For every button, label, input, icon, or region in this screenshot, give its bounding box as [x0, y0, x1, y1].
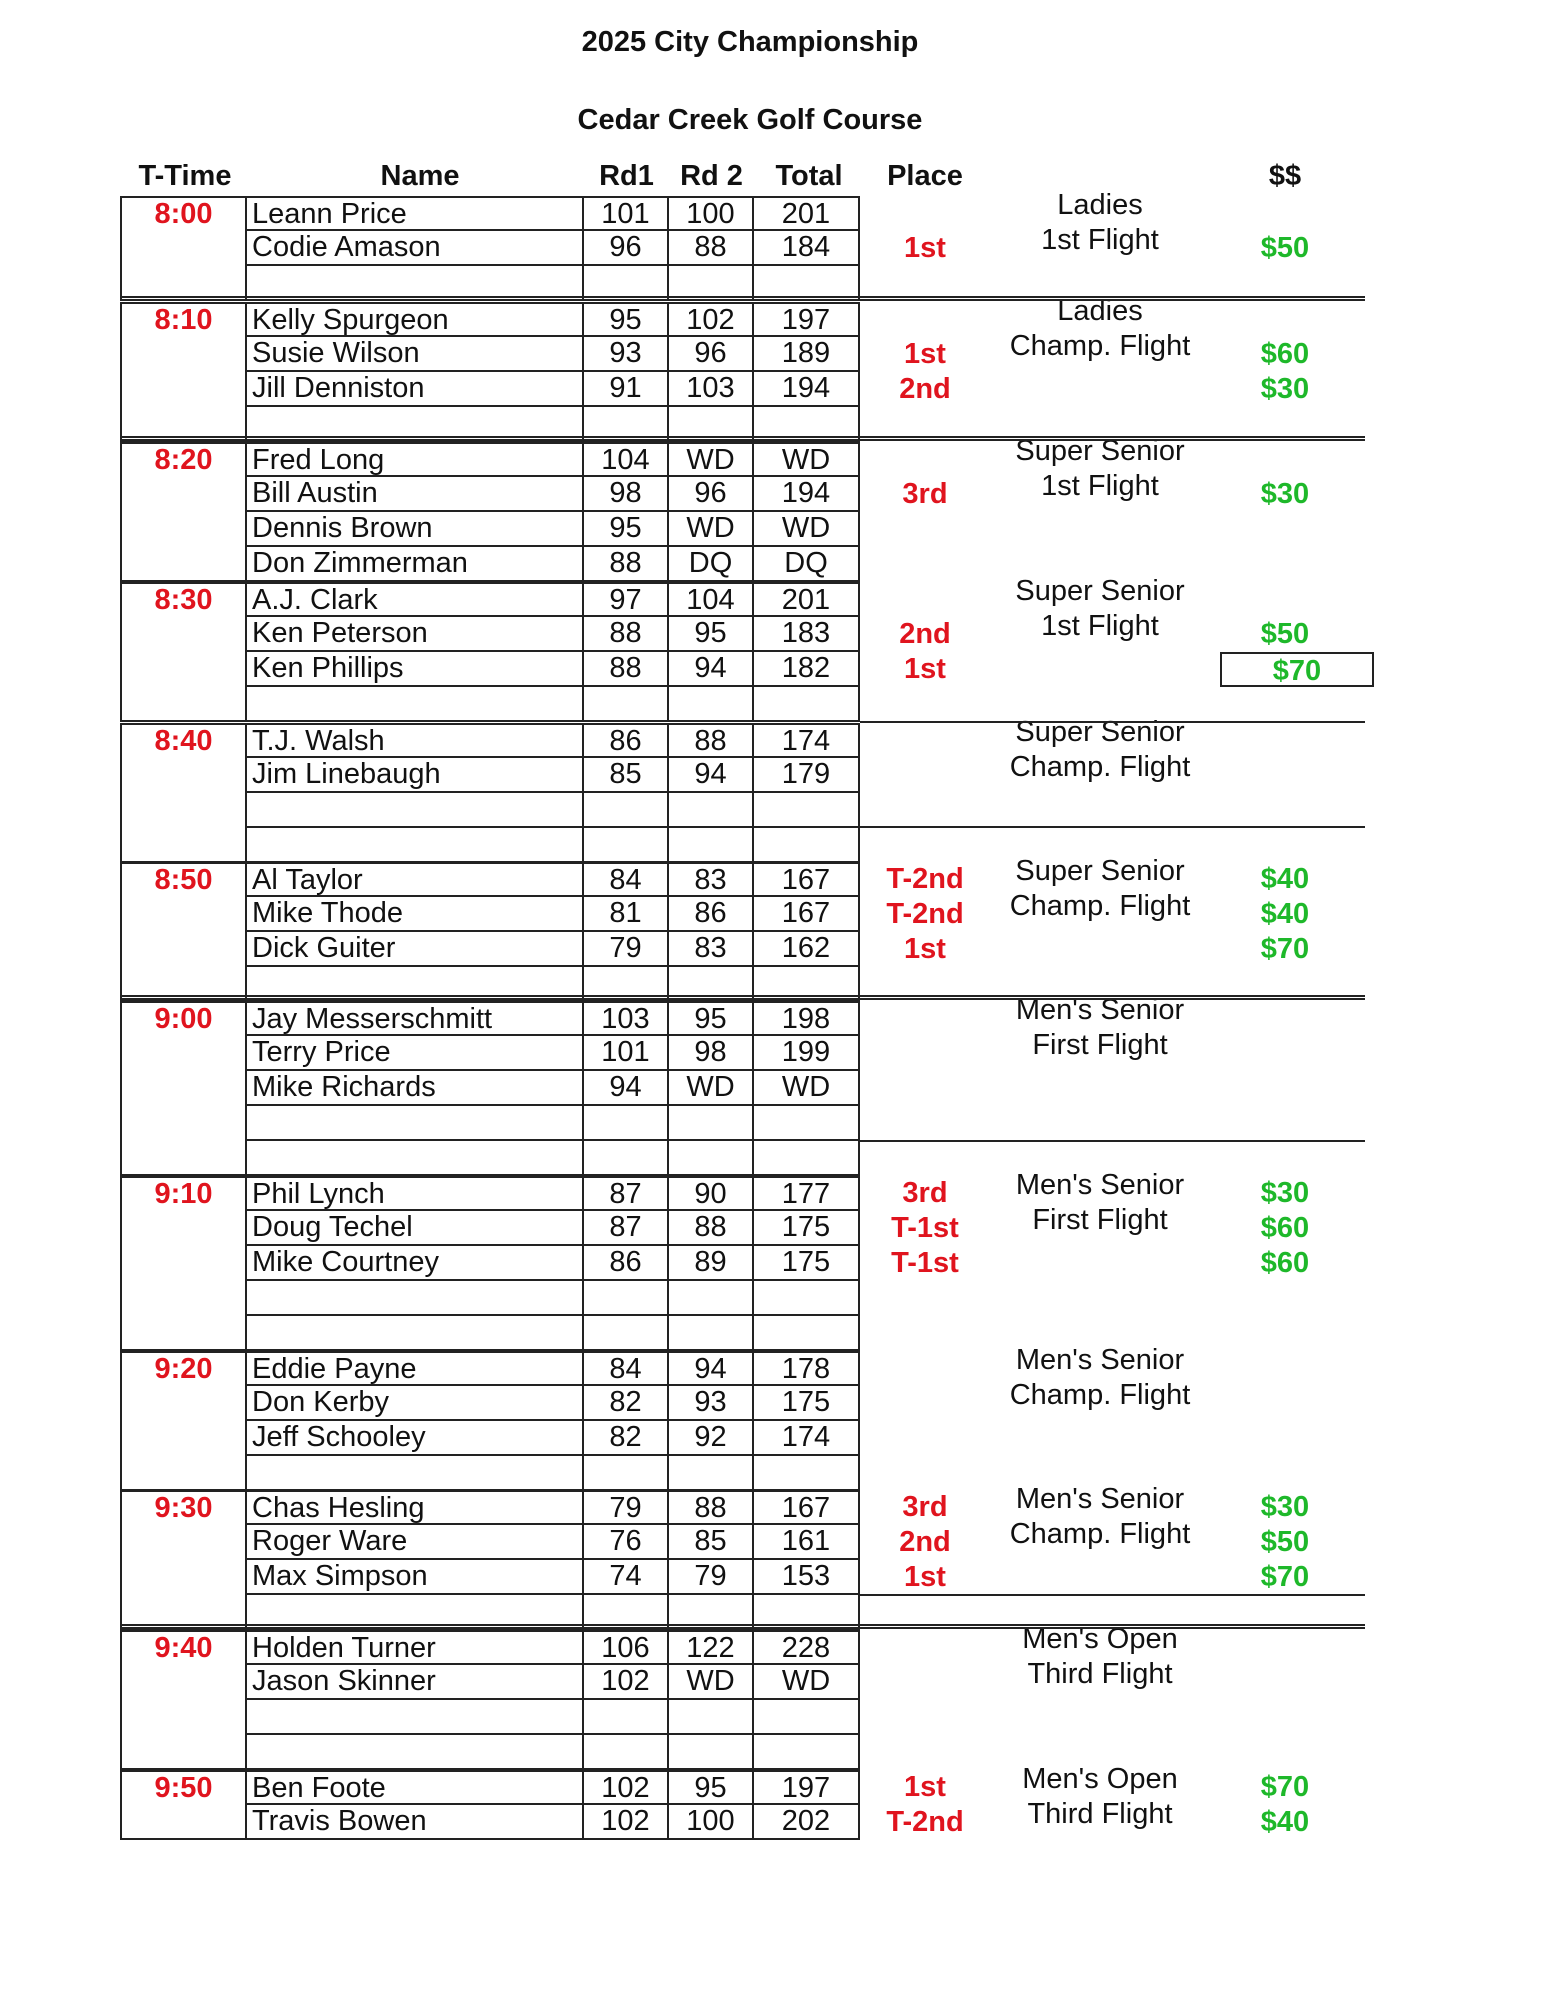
table-cell	[120, 897, 247, 932]
rd1-score: 87	[584, 1211, 669, 1246]
tee-time: 9:50	[120, 1770, 247, 1805]
table-cell	[120, 372, 247, 407]
section-divider	[860, 1140, 1365, 1142]
total-score: 177	[754, 1176, 860, 1211]
table-cell	[669, 1281, 754, 1316]
table-cell	[120, 1141, 247, 1176]
place-label: T-2nd	[886, 863, 964, 895]
table-cell	[247, 793, 584, 828]
prize-money: $30	[1260, 478, 1310, 510]
player-name: Doug Techel	[247, 1211, 584, 1246]
page-title: 2025 City Championship	[581, 26, 919, 58]
total-score: 174	[754, 1421, 860, 1456]
table-cell	[120, 1281, 247, 1316]
tee-time: 9:30	[120, 1490, 247, 1525]
player-name: Jill Denniston	[247, 372, 584, 407]
rd2-score: 93	[669, 1386, 754, 1421]
flight-name: First Flight	[1032, 1204, 1168, 1236]
table-cell	[247, 1456, 584, 1491]
table-cell	[120, 617, 247, 652]
table-cell	[754, 1106, 860, 1141]
header-total: Total	[775, 160, 843, 192]
table-cell	[669, 1106, 754, 1141]
place-label: T-1st	[891, 1212, 959, 1244]
rd2-score: 103	[669, 372, 754, 407]
total-score: 161	[754, 1525, 860, 1560]
rd2-score: 95	[669, 617, 754, 652]
total-score: 184	[754, 231, 860, 266]
prize-money: $70	[1260, 1561, 1310, 1593]
player-name: Travis Bowen	[247, 1805, 584, 1840]
player-name: A.J. Clark	[247, 582, 584, 617]
player-name: T.J. Walsh	[247, 723, 584, 758]
table-cell	[247, 687, 584, 722]
prize-money: $50	[1260, 618, 1310, 650]
player-name: Mike Richards	[247, 1071, 584, 1106]
table-cell	[247, 1316, 584, 1351]
place-label: 1st	[904, 338, 946, 370]
total-score: 179	[754, 758, 860, 793]
rd1-score: 95	[584, 512, 669, 547]
table-cell	[669, 1141, 754, 1176]
flight-name: First Flight	[1032, 1029, 1168, 1061]
table-cell	[247, 1735, 584, 1770]
total-score: 167	[754, 1490, 860, 1525]
rd1-score: 106	[584, 1630, 669, 1665]
total-score: WD	[754, 1665, 860, 1700]
total-score: WD	[754, 1071, 860, 1106]
table-cell	[584, 687, 669, 722]
table-cell	[669, 687, 754, 722]
flight-division: Super Senior	[1015, 716, 1185, 748]
rd2-score: 94	[669, 652, 754, 687]
rd1-score: 74	[584, 1560, 669, 1595]
total-score: 182	[754, 652, 860, 687]
player-name: Ken Peterson	[247, 617, 584, 652]
prize-money: $30	[1260, 373, 1310, 405]
table-cell	[669, 828, 754, 863]
place-label: 1st	[904, 1771, 946, 1803]
total-score: 197	[754, 302, 860, 337]
player-name: Dick Guiter	[247, 932, 584, 967]
rd2-score: 94	[669, 758, 754, 793]
section-divider	[120, 436, 1365, 441]
total-score: 189	[754, 337, 860, 372]
flight-division: Ladies	[1057, 189, 1143, 221]
flight-name: Champ. Flight	[1009, 751, 1191, 783]
rd1-score: 87	[584, 1176, 669, 1211]
rd1-score: 88	[584, 547, 669, 582]
rd1-score: 86	[584, 723, 669, 758]
rd2-score: 122	[669, 1630, 754, 1665]
player-name: Susie Wilson	[247, 337, 584, 372]
rd2-score: 100	[669, 196, 754, 231]
header-rd2: Rd 2	[680, 160, 743, 192]
table-cell	[120, 1316, 247, 1351]
table-cell	[584, 1700, 669, 1735]
total-score: 198	[754, 1001, 860, 1036]
place-label: T-1st	[891, 1247, 959, 1279]
tee-time: 8:00	[120, 196, 247, 231]
table-cell	[120, 1560, 247, 1595]
table-cell	[669, 1316, 754, 1351]
flight-division: Men's Open	[1022, 1623, 1178, 1655]
section-divider	[120, 995, 1365, 1000]
flight-name: Champ. Flight	[1009, 890, 1191, 922]
total-score: 174	[754, 723, 860, 758]
total-score: 201	[754, 196, 860, 231]
player-name: Don Zimmerman	[247, 547, 584, 582]
total-score: 194	[754, 477, 860, 512]
prize-money: $40	[1260, 863, 1310, 895]
tee-time: 9:40	[120, 1630, 247, 1665]
prize-money: $40	[1260, 1806, 1310, 1838]
place-label: 1st	[904, 933, 946, 965]
rd1-score: 104	[584, 442, 669, 477]
place-label: 1st	[904, 653, 946, 685]
player-name: Roger Ware	[247, 1525, 584, 1560]
total-score: 183	[754, 617, 860, 652]
table-cell	[584, 793, 669, 828]
table-cell	[754, 828, 860, 863]
table-cell	[247, 1700, 584, 1735]
rd2-score: 94	[669, 1351, 754, 1386]
table-cell	[584, 1456, 669, 1491]
table-cell	[669, 1700, 754, 1735]
table-cell	[120, 1036, 247, 1071]
flight-name: Third Flight	[1027, 1658, 1173, 1690]
rd1-score: 96	[584, 231, 669, 266]
table-cell	[754, 1456, 860, 1491]
header-rd1: Rd1	[599, 160, 654, 192]
table-cell	[120, 1735, 247, 1770]
total-score: 201	[754, 582, 860, 617]
player-name: Leann Price	[247, 196, 584, 231]
place-label: 3rd	[902, 478, 948, 510]
rd2-score: 95	[669, 1001, 754, 1036]
total-score: 167	[754, 862, 860, 897]
table-cell	[120, 1805, 247, 1840]
place-label: 3rd	[902, 1491, 948, 1523]
table-cell	[120, 932, 247, 967]
table-cell	[120, 793, 247, 828]
header-place: Place	[887, 160, 963, 192]
rd1-score: 88	[584, 617, 669, 652]
table-cell	[754, 1735, 860, 1770]
rd1-score: 98	[584, 477, 669, 512]
flight-name: Champ. Flight	[1009, 330, 1191, 362]
player-name: Holden Turner	[247, 1630, 584, 1665]
player-name: Mike Thode	[247, 897, 584, 932]
table-cell	[120, 547, 247, 582]
rd1-score: 102	[584, 1665, 669, 1700]
flight-name: Champ. Flight	[1009, 1379, 1191, 1411]
table-cell	[247, 1281, 584, 1316]
prize-money: $60	[1260, 338, 1310, 370]
table-cell	[669, 1456, 754, 1491]
section-divider	[860, 826, 1365, 828]
flight-division: Ladies	[1057, 295, 1143, 327]
table-cell	[247, 828, 584, 863]
rd2-score: 88	[669, 1211, 754, 1246]
rd2-score: DQ	[669, 547, 754, 582]
total-score: 167	[754, 897, 860, 932]
flight-division: Men's Senior	[1015, 994, 1185, 1026]
rd2-score: 104	[669, 582, 754, 617]
player-name: Max Simpson	[247, 1560, 584, 1595]
table-cell	[584, 1281, 669, 1316]
flight-division: Men's Senior	[1015, 1344, 1185, 1376]
player-name: Al Taylor	[247, 862, 584, 897]
tee-time: 8:50	[120, 862, 247, 897]
table-cell	[120, 1386, 247, 1421]
section-divider	[120, 1624, 1365, 1629]
player-name: Phil Lynch	[247, 1176, 584, 1211]
prize-money: $70	[1260, 933, 1310, 965]
rd1-score: 101	[584, 1036, 669, 1071]
section-divider	[860, 721, 1365, 723]
table-cell	[120, 1700, 247, 1735]
rd2-score: 102	[669, 302, 754, 337]
total-score: 153	[754, 1560, 860, 1595]
total-score: 175	[754, 1246, 860, 1281]
player-name: Jim Linebaugh	[247, 758, 584, 793]
rd1-score: 102	[584, 1770, 669, 1805]
rd1-score: 84	[584, 1351, 669, 1386]
player-name: Bill Austin	[247, 477, 584, 512]
place-label: T-2nd	[886, 898, 964, 930]
player-name: Terry Price	[247, 1036, 584, 1071]
flight-name: 1st Flight	[1041, 470, 1159, 502]
rd2-score: 88	[669, 1490, 754, 1525]
table-cell	[120, 1071, 247, 1106]
rd2-score: 85	[669, 1525, 754, 1560]
rd1-score: 82	[584, 1386, 669, 1421]
total-score: WD	[754, 512, 860, 547]
rd1-score: 79	[584, 1490, 669, 1525]
flight-name: 1st Flight	[1041, 224, 1159, 256]
table-cell	[754, 1281, 860, 1316]
table-cell	[120, 652, 247, 687]
table-cell	[120, 687, 247, 722]
table-cell	[584, 1141, 669, 1176]
rd1-score: 102	[584, 1805, 669, 1840]
flight-name: Champ. Flight	[1009, 1518, 1191, 1550]
table-cell	[754, 1700, 860, 1735]
player-name: Dennis Brown	[247, 512, 584, 547]
flight-division: Men's Open	[1022, 1763, 1178, 1795]
rd2-score: WD	[669, 442, 754, 477]
rd2-score: 92	[669, 1421, 754, 1456]
player-name: Chas Hesling	[247, 1490, 584, 1525]
prize-money: $40	[1260, 898, 1310, 930]
rd2-score: 83	[669, 932, 754, 967]
header-time: T-Time	[138, 160, 232, 192]
rd2-score: 96	[669, 337, 754, 372]
rd2-score: 89	[669, 1246, 754, 1281]
course-name: Cedar Creek Golf Course	[577, 104, 923, 136]
table-cell	[120, 1211, 247, 1246]
table-cell	[754, 793, 860, 828]
table-cell	[754, 1316, 860, 1351]
rd2-score: 100	[669, 1805, 754, 1840]
total-score: 202	[754, 1805, 860, 1840]
table-cell	[120, 1421, 247, 1456]
place-label: 2nd	[899, 618, 951, 650]
prize-money: $70	[1260, 1771, 1310, 1803]
rd1-score: 101	[584, 196, 669, 231]
place-label: T-2nd	[886, 1806, 964, 1838]
table-cell	[120, 231, 247, 266]
player-name: Ken Phillips	[247, 652, 584, 687]
place-label: 1st	[904, 1561, 946, 1593]
table-cell	[754, 1141, 860, 1176]
table-cell	[584, 1735, 669, 1770]
flight-division: Super Senior	[1015, 855, 1185, 887]
rd2-score: WD	[669, 1665, 754, 1700]
rd2-score: 79	[669, 1560, 754, 1595]
table-cell	[120, 1246, 247, 1281]
total-score: 175	[754, 1211, 860, 1246]
table-cell	[584, 1106, 669, 1141]
player-name: Fred Long	[247, 442, 584, 477]
tee-time: 8:10	[120, 302, 247, 337]
place-label: 2nd	[899, 373, 951, 405]
table-cell	[120, 828, 247, 863]
player-name: Eddie Payne	[247, 1351, 584, 1386]
prize-money: $60	[1260, 1247, 1310, 1279]
total-score: WD	[754, 442, 860, 477]
table-cell	[120, 758, 247, 793]
header-money: $$	[1268, 160, 1302, 192]
rd1-score: 88	[584, 652, 669, 687]
rd1-score: 103	[584, 1001, 669, 1036]
table-cell	[754, 687, 860, 722]
total-score: 228	[754, 1630, 860, 1665]
prize-money: $30	[1260, 1177, 1310, 1209]
tee-time: 8:40	[120, 723, 247, 758]
prize-money: $50	[1260, 1526, 1310, 1558]
table-cell	[120, 512, 247, 547]
rd1-score: 81	[584, 897, 669, 932]
rd2-score: 83	[669, 862, 754, 897]
place-label: 2nd	[899, 1526, 951, 1558]
player-name: Mike Courtney	[247, 1246, 584, 1281]
flight-division: Super Senior	[1015, 575, 1185, 607]
tee-time: 8:20	[120, 442, 247, 477]
player-name: Jeff Schooley	[247, 1421, 584, 1456]
player-name: Jay Messerschmitt	[247, 1001, 584, 1036]
tee-time: 9:00	[120, 1001, 247, 1036]
prize-money: $30	[1260, 1491, 1310, 1523]
prize-money: $50	[1260, 232, 1310, 264]
table-cell	[120, 1456, 247, 1491]
player-name: Jason Skinner	[247, 1665, 584, 1700]
rd1-score: 76	[584, 1525, 669, 1560]
rd2-score: 90	[669, 1176, 754, 1211]
rd1-score: 97	[584, 582, 669, 617]
rd1-score: 95	[584, 302, 669, 337]
table-cell	[120, 337, 247, 372]
header-name: Name	[380, 160, 460, 192]
rd2-score: WD	[669, 1071, 754, 1106]
rd1-score: 82	[584, 1421, 669, 1456]
player-name: Kelly Spurgeon	[247, 302, 584, 337]
tee-time: 8:30	[120, 582, 247, 617]
rd2-score: 98	[669, 1036, 754, 1071]
rd1-score: 91	[584, 372, 669, 407]
place-label: 1st	[904, 232, 946, 264]
section-divider	[120, 296, 1365, 301]
total-score: DQ	[754, 547, 860, 582]
flight-division: Men's Senior	[1015, 1169, 1185, 1201]
table-cell	[120, 477, 247, 512]
flight-name: Third Flight	[1027, 1798, 1173, 1830]
player-name: Don Kerby	[247, 1386, 584, 1421]
rd1-score: 86	[584, 1246, 669, 1281]
table-cell	[584, 828, 669, 863]
rd1-score: 84	[584, 862, 669, 897]
rd2-score: 96	[669, 477, 754, 512]
table-cell	[120, 1665, 247, 1700]
table-cell	[120, 1106, 247, 1141]
flight-division: Men's Senior	[1015, 1483, 1185, 1515]
rd2-score: 88	[669, 723, 754, 758]
player-name: Ben Foote	[247, 1770, 584, 1805]
total-score: 197	[754, 1770, 860, 1805]
table-cell	[120, 1525, 247, 1560]
rd1-score: 93	[584, 337, 669, 372]
rd2-score: 88	[669, 231, 754, 266]
tee-time: 9:20	[120, 1351, 247, 1386]
prize-money: $60	[1260, 1212, 1310, 1244]
rd2-score: 86	[669, 897, 754, 932]
place-label: 3rd	[902, 1177, 948, 1209]
rd2-score: 95	[669, 1770, 754, 1805]
rd1-score: 94	[584, 1071, 669, 1106]
table-cell	[247, 1106, 584, 1141]
tee-time: 9:10	[120, 1176, 247, 1211]
table-cell	[669, 793, 754, 828]
player-name: Codie Amason	[247, 231, 584, 266]
rd1-score: 85	[584, 758, 669, 793]
prize-money: $70	[1220, 652, 1374, 687]
table-cell	[584, 1316, 669, 1351]
rd2-score: WD	[669, 512, 754, 547]
total-score: 194	[754, 372, 860, 407]
total-score: 175	[754, 1386, 860, 1421]
flight-division: Super Senior	[1015, 435, 1185, 467]
total-score: 178	[754, 1351, 860, 1386]
total-score: 162	[754, 932, 860, 967]
table-cell	[669, 1735, 754, 1770]
total-score: 199	[754, 1036, 860, 1071]
table-cell	[247, 1141, 584, 1176]
rd1-score: 79	[584, 932, 669, 967]
section-divider	[860, 1594, 1365, 1596]
flight-name: 1st Flight	[1041, 610, 1159, 642]
